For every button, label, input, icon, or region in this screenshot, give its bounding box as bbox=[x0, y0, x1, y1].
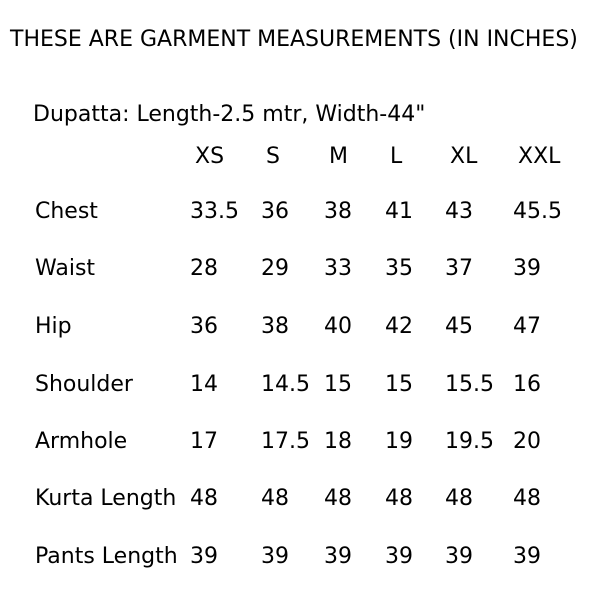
size-value: 39 bbox=[385, 544, 413, 569]
size-value: 43 bbox=[445, 199, 473, 224]
size-value: 48 bbox=[324, 486, 352, 511]
row-label: Hip bbox=[35, 314, 72, 339]
size-value: 19.5 bbox=[445, 429, 494, 454]
table-row-armhole bbox=[0, 429, 600, 455]
table-row-shoulder bbox=[0, 372, 600, 398]
size-value: 17 bbox=[190, 429, 218, 454]
size-value: 38 bbox=[261, 314, 289, 339]
row-label: Waist bbox=[35, 256, 96, 281]
size-value: 39 bbox=[513, 256, 541, 281]
size-value: 16 bbox=[513, 372, 541, 397]
size-value: 39 bbox=[445, 544, 473, 569]
size-value: 40 bbox=[324, 314, 352, 339]
size-value: 20 bbox=[513, 429, 541, 454]
size-value: 48 bbox=[445, 486, 473, 511]
column-header-xl: XL bbox=[450, 144, 478, 169]
table-row-waist bbox=[0, 256, 600, 282]
dupatta-note: Dupatta: Length-2.5 mtr, Width-44" bbox=[33, 102, 426, 127]
row-label: Armhole bbox=[35, 429, 128, 454]
size-value: 42 bbox=[385, 314, 413, 339]
size-value: 45.5 bbox=[513, 199, 562, 224]
table-row-pants-length bbox=[0, 544, 600, 570]
size-value: 39 bbox=[190, 544, 218, 569]
row-label: Pants Length bbox=[35, 544, 178, 569]
size-value: 39 bbox=[513, 544, 541, 569]
size-value: 14.5 bbox=[261, 372, 310, 397]
column-header-empty bbox=[0, 144, 190, 170]
size-value: 38 bbox=[324, 199, 352, 224]
size-value: 39 bbox=[324, 544, 352, 569]
size-value: 33.5 bbox=[190, 199, 239, 224]
column-header-xxl: XXL bbox=[518, 144, 561, 169]
table-row-hip bbox=[0, 314, 600, 340]
table-row-kurta-length bbox=[0, 486, 600, 512]
size-value: 33 bbox=[324, 256, 352, 281]
size-value: 37 bbox=[445, 256, 473, 281]
size-value: 48 bbox=[513, 486, 541, 511]
size-value: 14 bbox=[190, 372, 218, 397]
size-value: 48 bbox=[261, 486, 289, 511]
size-value: 35 bbox=[385, 256, 413, 281]
size-value: 19 bbox=[385, 429, 413, 454]
size-value: 48 bbox=[385, 486, 413, 511]
size-value: 17.5 bbox=[261, 429, 310, 454]
size-value: 45 bbox=[445, 314, 473, 339]
size-value: 36 bbox=[261, 199, 289, 224]
size-chart-header-row bbox=[0, 144, 600, 170]
size-value: 15 bbox=[324, 372, 352, 397]
size-value: 36 bbox=[190, 314, 218, 339]
column-header-xs: XS bbox=[195, 144, 225, 169]
size-value: 39 bbox=[261, 544, 289, 569]
size-value: 15.5 bbox=[445, 372, 494, 397]
size-value: 29 bbox=[261, 256, 289, 281]
size-value: 15 bbox=[385, 372, 413, 397]
column-header-m: M bbox=[329, 144, 348, 169]
column-header-l: L bbox=[390, 144, 403, 169]
row-label: Kurta Length bbox=[35, 486, 177, 511]
table-row-chest bbox=[0, 199, 600, 225]
size-value: 47 bbox=[513, 314, 541, 339]
row-label: Shoulder bbox=[35, 372, 133, 397]
page-title: THESE ARE GARMENT MEASUREMENTS (IN INCHES) bbox=[10, 27, 578, 52]
size-value: 18 bbox=[324, 429, 352, 454]
size-value: 41 bbox=[385, 199, 413, 224]
size-value: 28 bbox=[190, 256, 218, 281]
column-header-s: S bbox=[266, 144, 280, 169]
size-value: 48 bbox=[190, 486, 218, 511]
row-label: Chest bbox=[35, 199, 98, 224]
